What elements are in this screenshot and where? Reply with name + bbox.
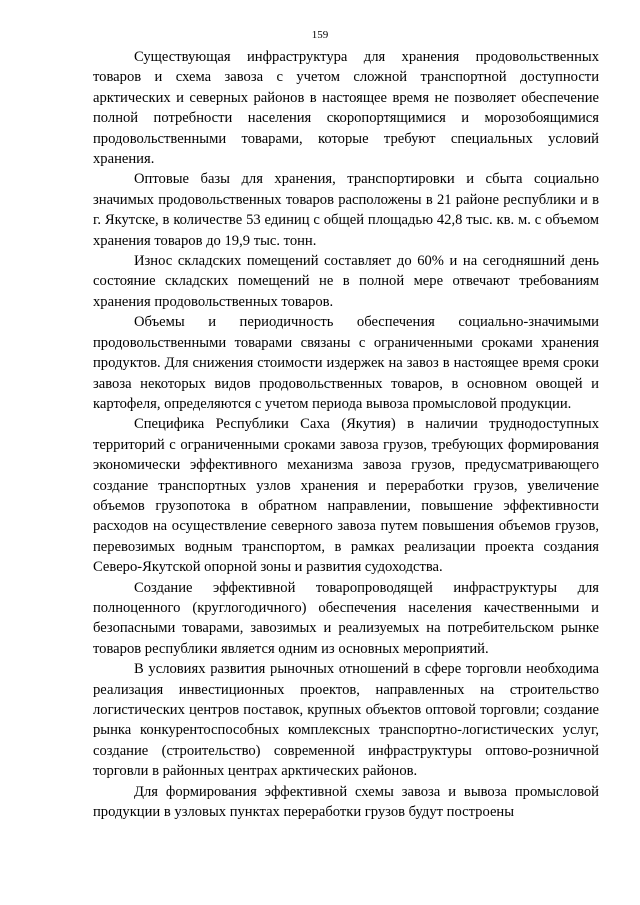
paragraph-1: Существующая инфраструктура для хранения продовольственных товаров и схема завоза с учетом сложной транспортной доступности арктических и северных районов в настоящее время не позволяет обеспечение полной потребности населения скоропортящимися и морозобоящимися продовольственными товарами, которые требуют специальных условий хранения. [93, 49, 599, 168]
paragraph-4: Объемы и периодичность обеспечения социально-значимыми продовольственными товарами связаны с ограниченными сроками хранения продуктов. Для снижения стоимости издержек на завоз в настоящее время сроки завоза некоторых видов продовольственных товаров, в основном овощей и картофеля, определяются с учетом периода вывоза промысловой продукции. [93, 314, 599, 412]
document-body [93, 47, 599, 822]
paragraph-3: Износ складских помещений составляет до 60% и на сегодняшний день состояние складских помещений не в полной мере отвечают требованиям хранения продовольственных товаров. [93, 253, 599, 310]
paragraph-8: Для формирования эффективной схемы завоза и вывоза промысловой продукции в узловых пунктах переработки грузов будут построены [93, 783, 599, 821]
paragraph-2: Оптовые базы для хранения, транспортировки и сбыта социально значимых продовольственных товаров расположены в 21 районе республики и в г. Якутске, в количестве 53 единиц с общей площадью 42,8 тыс. кв. м. с объемом хранения товаров до 19,9 тыс. тонн. [93, 171, 599, 249]
page-number: 159 [311, 29, 329, 41]
paragraph-7: В условиях развития рыночных отношений в сфере торговли необходима реализация инвестиционных проектов, направленных на строительство логистических центров поставок, крупных объектов оптовой торговли; создание рынка конкурентоспособных комплексных транспортно-логистических услуг, создание (строительство) современной инфраструктуры оптово-розничной торговли в районных центрах арктических районов. [93, 661, 599, 780]
paragraph-6: Создание эффективной товаропроводящей инфраструктуры для полноценного (круглогодичного) обеспечения населения качественными и безопасными товарами, завозимых и реализуемых на потребительском рынке товаров республики является одним из основных мероприятий. [93, 579, 599, 657]
paragraph-5: Специфика Республики Саха (Якутия) в наличии труднодоступных территорий с ограниченными сроками завоза грузов, требующих формирования экономически эффективного механизма завоза грузов, предусматривающего создание транспортных узлов хранения и переработки грузов, увеличение объемов грузопотока в обратном направлении, повышение эффективности расходов на осуществление северного завоза путем повышения объемов грузов, перевозимых водным транспортом, в рамках реализации проекта создания Северо-Якутской опорной зоны и развития судоходства. [93, 416, 599, 576]
